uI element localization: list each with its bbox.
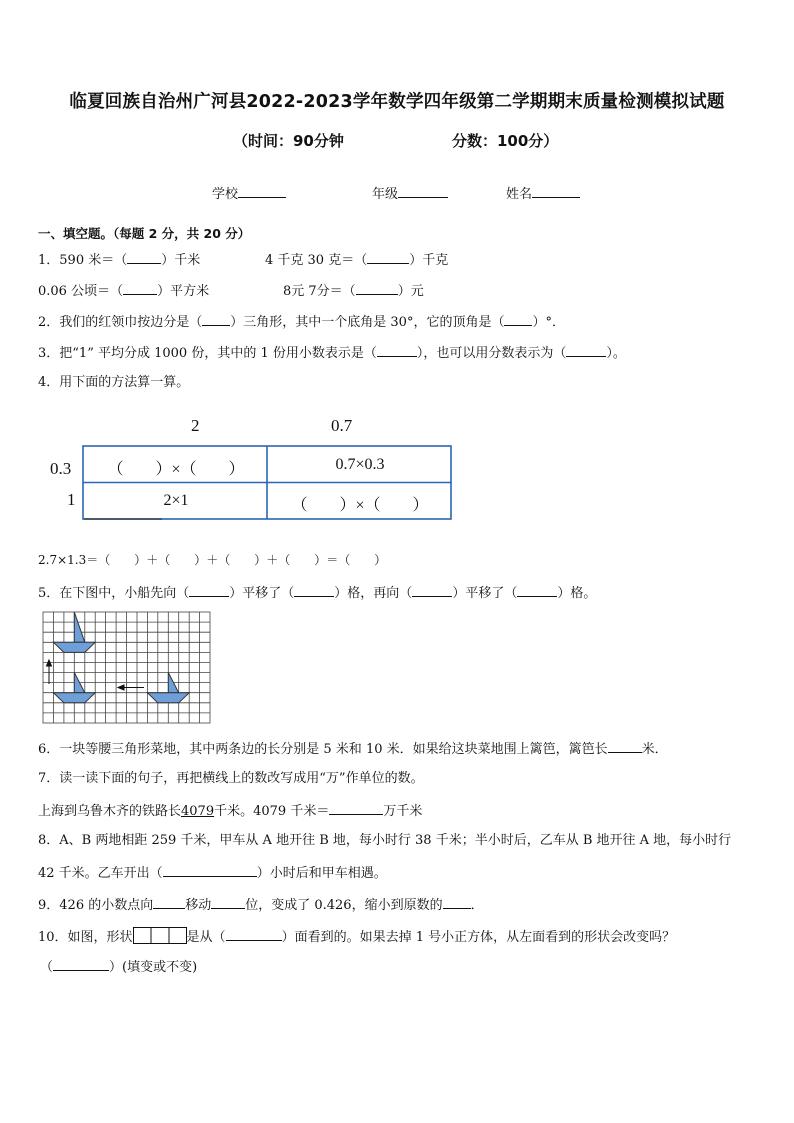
- answer-blank[interactable]: [367, 251, 409, 264]
- grade-field[interactable]: [372, 183, 448, 202]
- question-8b: 42 千米。乙车开出（ ）小时后和甲车相遇。: [38, 866, 387, 881]
- table-cell-r1c1[interactable]: （ ）×（ ）: [107, 461, 245, 478]
- answer-blank[interactable]: [329, 802, 383, 815]
- table-cell-r1c2: 0.7×0.3: [335, 456, 385, 473]
- answer-blank[interactable]: [153, 896, 185, 909]
- school-label: 学校: [212, 187, 239, 202]
- boat-bottom-right: [147, 673, 189, 703]
- answer-blank[interactable]: [53, 958, 109, 971]
- table-cell-r2c1: 2×1: [163, 492, 189, 509]
- question-1c: 0.06 公顷＝（ ）平方米: [38, 284, 210, 299]
- boat-grid-figure: [42, 610, 213, 725]
- answer-blank[interactable]: [127, 251, 161, 264]
- boat-bottom-left: [53, 673, 95, 703]
- answer-blank[interactable]: [517, 584, 557, 597]
- question-4: 4．用下面的方法算一算。: [38, 375, 190, 390]
- row-head-1: 0.3: [50, 459, 72, 478]
- question-4-equation[interactable]: 2.7×1.3＝（ ）＋（ ）＋（ ）＋（ ）＝（ ）: [38, 553, 387, 567]
- answer-blank[interactable]: [443, 896, 471, 909]
- answer-blank[interactable]: [608, 740, 642, 753]
- col-head-1: 2: [191, 416, 200, 435]
- question-7b: 上海到乌鲁木齐的铁路长4079千米。4079 千米＝ 万千米: [38, 804, 423, 819]
- name-label: 姓名: [506, 187, 533, 202]
- question-6: 6．一块等腰三角形菜地，其中两条边的长分别是 5 米和 10 米．如果给这块菜地围上篱笆，篱笆长 米．: [38, 742, 668, 757]
- answer-blank[interactable]: [504, 313, 532, 326]
- answer-blank[interactable]: [123, 282, 157, 295]
- answer-blank[interactable]: [294, 584, 334, 597]
- name-field[interactable]: [506, 183, 580, 202]
- page-title: 临夏回族自治州广河县2022-2023学年数学四年级第二学期期末质量检测模拟试题: [69, 92, 725, 112]
- question-10: 10．如图，形状 是从（ ）面看到的。如果去掉 1 号小正方体，从左面看到的形状会改变吗？: [38, 927, 675, 946]
- answer-blank[interactable]: [356, 282, 398, 295]
- arrow-left-icon: [118, 685, 144, 690]
- question-8a: 8．A、B 两地相距 259 千米，甲车从 A 地开往 B 地，每小时行 38 千米；半小时后，乙车从 B 地开往 A 地，每小时行: [38, 833, 732, 848]
- question-2: 2．我们的红领巾按边分是（ ）三角形，其中一个底角是 30°，它的顶角是（ ）°．: [38, 315, 565, 330]
- school-field[interactable]: [212, 183, 286, 202]
- question-1a: 1．590 米＝（ ）千米: [38, 253, 201, 268]
- answer-blank[interactable]: [189, 584, 229, 597]
- question-7: 7．读一读下面的句子，再把横线上的数改写成用“万”作单位的数。: [38, 771, 424, 786]
- question-1d: 8元 7分＝（ ）元: [283, 284, 424, 299]
- cube-shape-icon: [133, 927, 187, 944]
- col-head-2: 0.7: [331, 416, 353, 435]
- question-9: 9．426 的小数点向 移动 位，变成了 0.426，缩小到原数的 ．: [38, 898, 484, 913]
- answer-blank[interactable]: [211, 896, 245, 909]
- question-1b: 4 千克 30 克＝（ ）千克: [265, 253, 449, 268]
- section-heading: 一、填空题。（每题 2 分，共 20 分）: [38, 226, 251, 241]
- answer-blank[interactable]: [163, 864, 257, 877]
- answer-blank[interactable]: [226, 928, 282, 941]
- question-10b: （ ）(填变或不变): [40, 960, 198, 975]
- answer-blank[interactable]: [202, 313, 230, 326]
- exam-time: （时间：90分钟: [233, 132, 344, 150]
- row-head-2: 1: [67, 490, 76, 509]
- grade-label: 年级: [372, 187, 399, 202]
- question-5: 5．在下图中，小船先向（ ）平移了（ ）格，再向（ ）平移了（ ）格。: [38, 586, 597, 601]
- arrow-up-icon: [47, 660, 52, 684]
- exam-score: 分数：100分）: [452, 132, 559, 150]
- answer-blank[interactable]: [412, 584, 452, 597]
- question-3: 3．把“1” 平均分成 1000 份，其中的 1 份用小数表示是（ ），也可以用分数表示为（ ）。: [38, 346, 626, 361]
- answer-blank[interactable]: [377, 344, 417, 357]
- table-cell-r2c2[interactable]: （ ）×（ ）: [291, 497, 429, 514]
- answer-blank[interactable]: [566, 344, 606, 357]
